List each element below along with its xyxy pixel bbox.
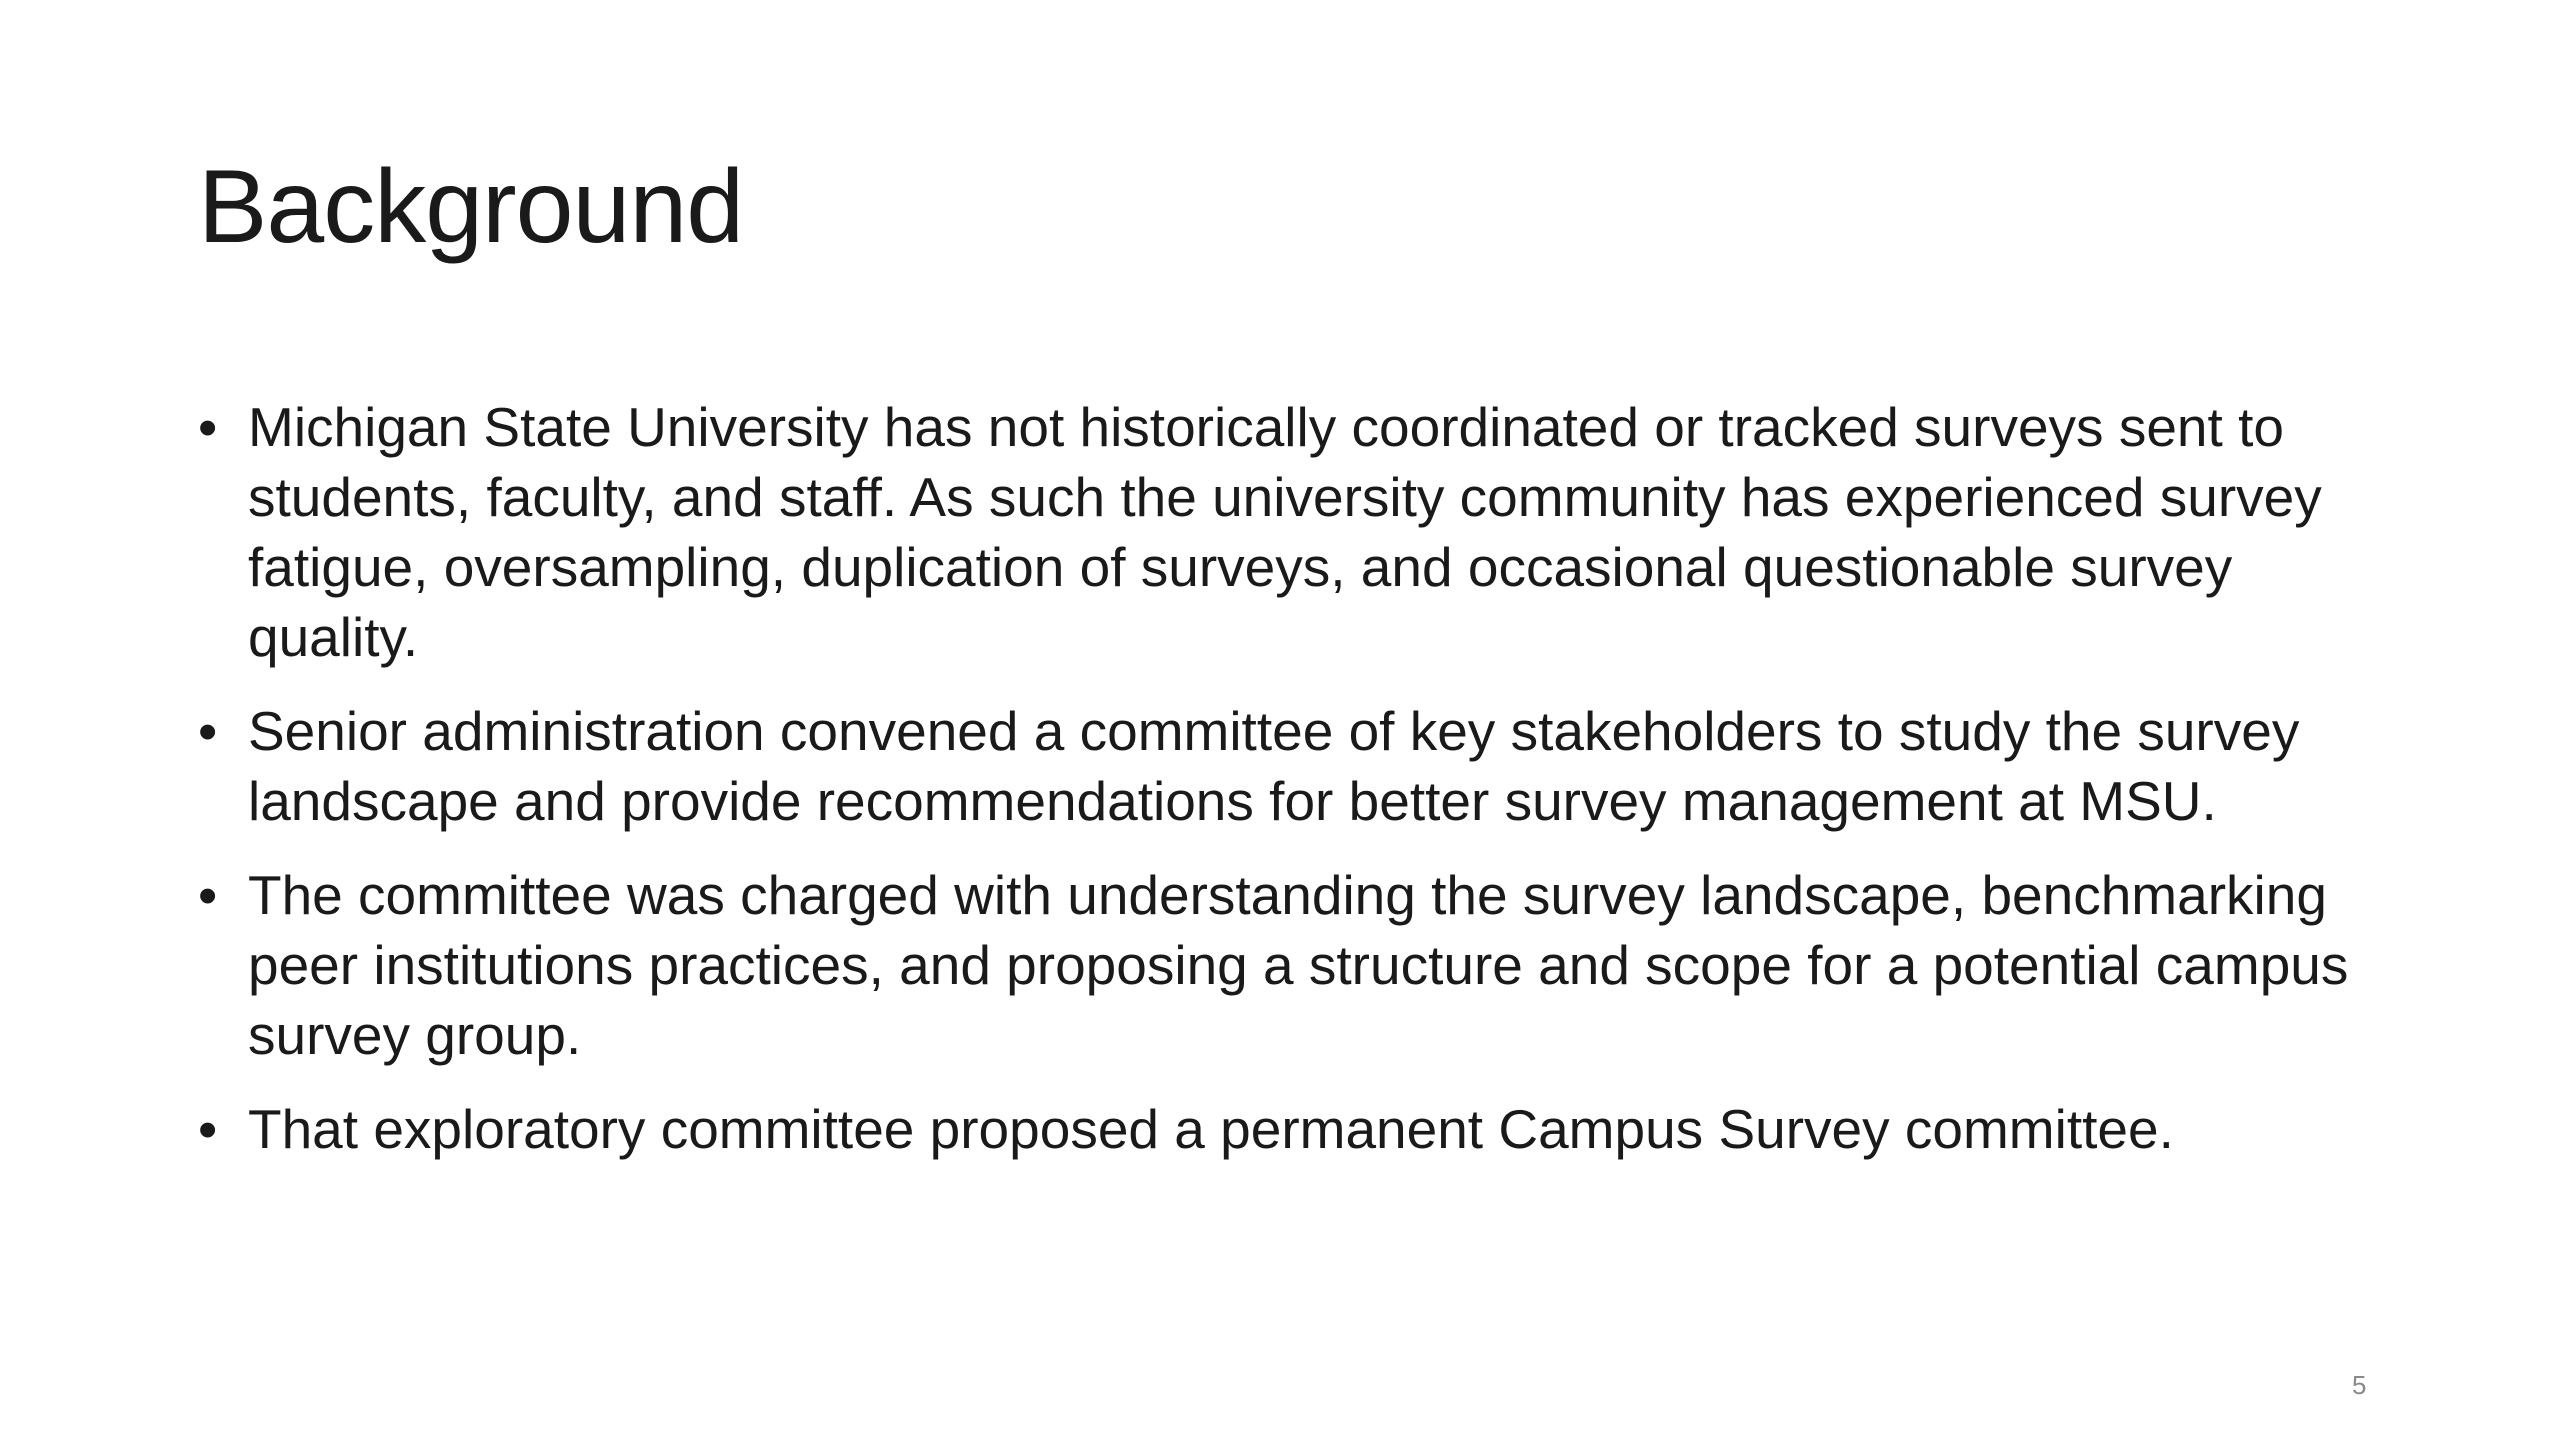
bullet-text-3: The committee was charged with understanding the survey landscape, benchmarking peer institutions practices, and proposing a structure and scope for a potential campus survey group.	[248, 864, 2349, 1066]
bullet-dot-icon: •	[198, 700, 218, 762]
bullet-text-1: Michigan State University has not historically coordinated or tracked surveys sent to students, faculty, and staff. As such the university community has experienced survey fatigue, oversampling, duplication of surveys, and occasional questionable survey quality.	[248, 396, 2322, 668]
bullet-text-2: Senior administration convened a committee of key stakeholders to study the survey landscape and provide recommendations for better survey management at MSU.	[248, 700, 2300, 832]
bullet-item-4	[198, 1094, 2398, 1164]
bullet-text-4: That exploratory committee proposed a permanent Campus Survey committee.	[248, 1098, 2174, 1160]
bullet-list	[198, 392, 2398, 1188]
slide-title: Background	[198, 149, 744, 265]
bullet-item-3	[198, 860, 2398, 1070]
page-number: 5	[2352, 1370, 2367, 1400]
bullet-dot-icon: •	[198, 864, 218, 926]
bullet-item-2	[198, 696, 2398, 836]
bullet-item-1	[198, 392, 2398, 672]
bullet-dot-icon: •	[198, 396, 218, 458]
bullet-dot-icon: •	[198, 1098, 218, 1160]
